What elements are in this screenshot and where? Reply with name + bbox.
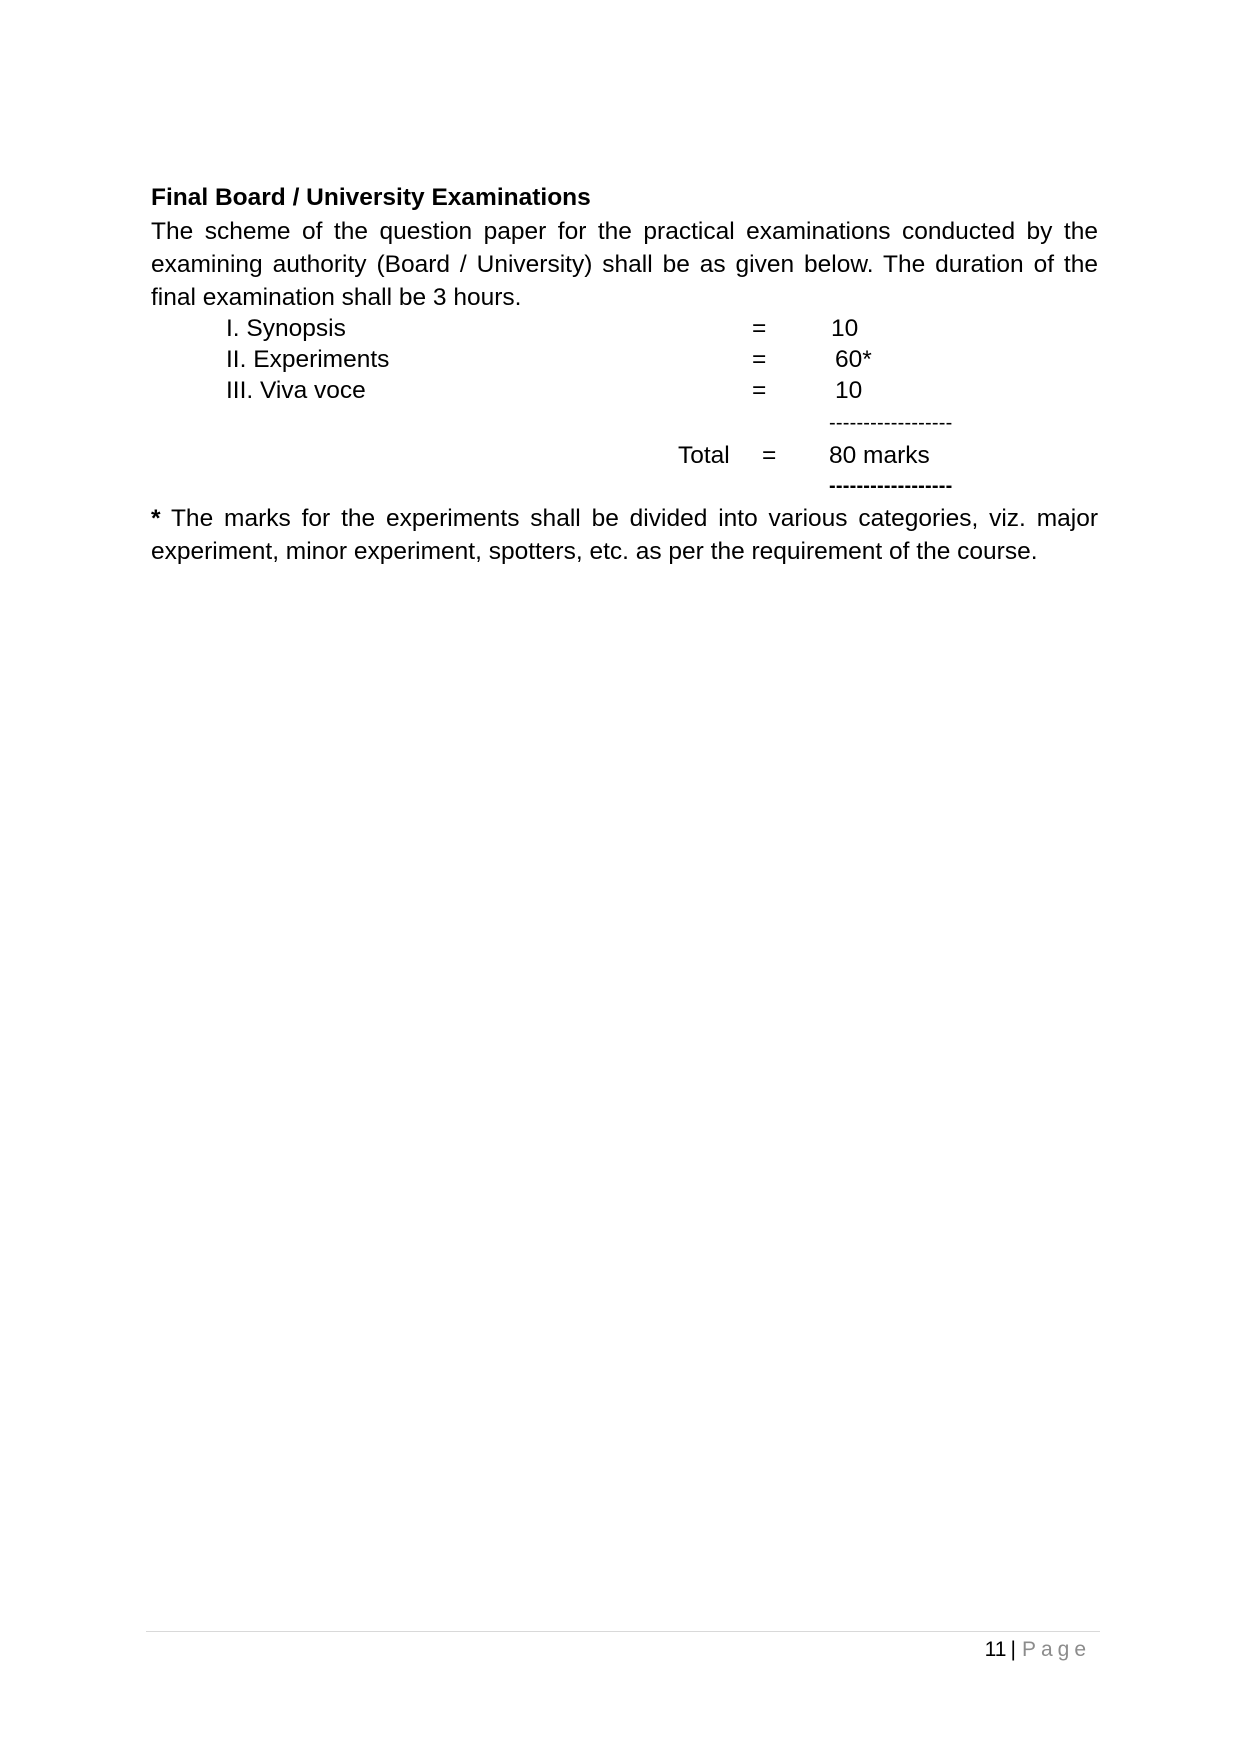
scheme-row-synopsis-value: 10 — [831, 315, 859, 342]
scheme-row-experiments-value: 60* — [835, 346, 872, 373]
scheme-total-equals: = — [762, 442, 777, 469]
footnote-line-1-text: The marks for the experiments shall be divided into various categories, viz. major — [160, 505, 1098, 532]
section-heading: Final Board / University Examinations — [151, 184, 591, 211]
footnote-line-1 — [151, 502, 1098, 535]
intro-line-3: final examination shall be 3 hours. — [151, 284, 522, 311]
scheme-total-label: Total — [678, 442, 730, 469]
footer-divider — [146, 1631, 1100, 1632]
page-number: 11 — [984, 1638, 1007, 1661]
footnote-paragraph — [151, 502, 1098, 568]
page-footer — [985, 1636, 1091, 1664]
scheme-separator-bottom: ------------------ — [829, 475, 953, 497]
intro-line-1: The scheme of the question paper for the practical examinations conducted by the — [151, 218, 1098, 245]
scheme-row-viva-label: III. Viva voce — [226, 377, 366, 404]
scheme-row-viva-equals: = — [752, 377, 767, 404]
page-number-separator: | — [1010, 1638, 1016, 1661]
scheme-row-viva-value: 10 — [835, 377, 863, 404]
scheme-row-experiments-label: II. Experiments — [226, 346, 390, 373]
footnote-asterisk: * — [151, 505, 161, 532]
scheme-separator-top: ------------------ — [829, 412, 953, 434]
intro-paragraph — [151, 215, 1098, 314]
page-word: Page — [1021, 1638, 1091, 1661]
scheme-row-experiments-equals: = — [752, 346, 767, 373]
scheme-row-synopsis-label: I. Synopsis — [226, 315, 346, 342]
intro-line-2: examining authority (Board / University) shall be as given below. The duration of the — [151, 251, 1098, 278]
scheme-row-synopsis-equals: = — [752, 315, 767, 342]
scheme-total-value: 80 marks — [829, 442, 930, 469]
footnote-line-2: experiment, minor experiment, spotters, etc. as per the requirement of the course. — [151, 538, 1038, 565]
